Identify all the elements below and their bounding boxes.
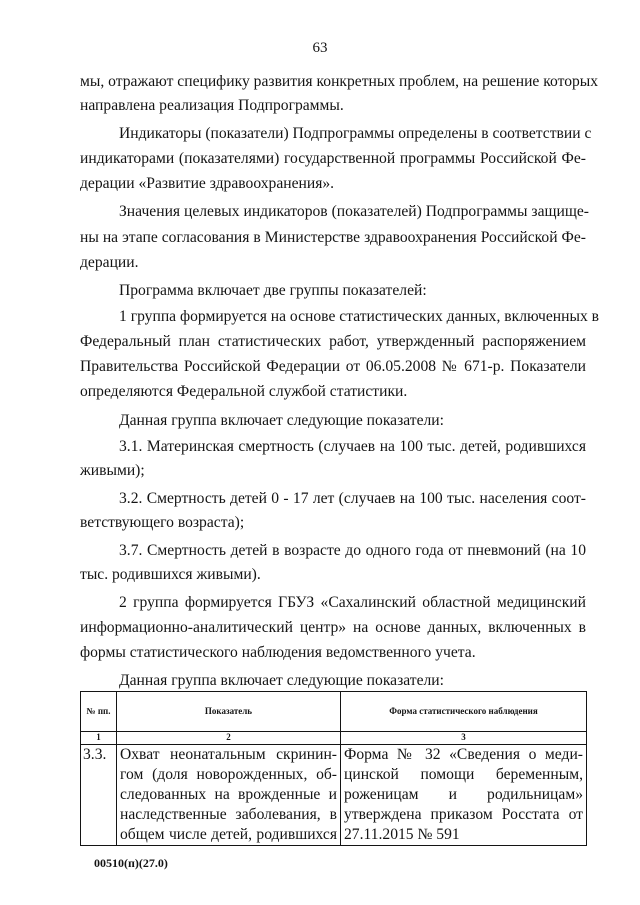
cell-line: цинской помощи беременным, <box>344 766 583 783</box>
indicators-table <box>80 691 587 846</box>
text-line: живыми); <box>80 462 145 479</box>
text-line: информационно-аналитический центр» на основе данных, включенных в <box>80 619 586 636</box>
column-number: 2 <box>117 732 341 745</box>
cell-line: Охват неонатальным скринин- <box>120 746 337 763</box>
table-column-numbers-row <box>81 732 587 745</box>
row-number: 3.3. <box>81 745 117 846</box>
form-cell <box>341 745 587 846</box>
cell-line: следованных на врожденные и <box>120 786 337 803</box>
text-line: Значения целевых индикаторов (показателей) Подпрограммы защище- <box>119 203 589 220</box>
text-line: 3.2. Смертность детей 0 - 17 лет (случаев на 100 тыс. населения соот- <box>119 490 586 507</box>
table-row <box>81 745 587 846</box>
document-code: 00510(п)(27.0) <box>94 856 168 870</box>
text-line: 1 группа формируется на основе статистических данных, включенных в <box>119 308 600 325</box>
text-line: 3.7. Смертность детей в возрасте до одного года от пневмоний (на 10 <box>119 542 586 559</box>
cell-line: гом (доля новорожденных, об- <box>120 766 337 783</box>
text-line: ветствующего возраста); <box>80 514 245 531</box>
text-line: 3.1. Материнская смертность (случаев на 100 тыс. детей, родившихся <box>119 438 586 455</box>
cell-line: общем числе детей, родившихся <box>120 826 337 843</box>
text-line: индикаторами (показателями) государственной программы Российской Фе- <box>80 150 586 167</box>
text-line: тыс. родившихся живыми). <box>80 566 261 583</box>
indicator-cell <box>117 745 341 846</box>
table-header-row <box>81 692 587 732</box>
text-line: формы статистического наблюдения ведомственного учета. <box>80 644 476 661</box>
page-number: 63 <box>312 40 328 56</box>
cell-line: 27.11.2015 № 591 <box>344 826 460 843</box>
text-line: Данная группа включает следующие показатели: <box>119 672 444 689</box>
text-line: 2 группа формируется ГБУЗ «Сахалинский областной медицинский <box>119 594 586 611</box>
text-line: мы, отражают специфику развития конкретных проблем, на решение которых <box>80 73 599 90</box>
cell-line: утверждена приказом Росстата от <box>344 806 583 823</box>
header-indicator: Показатель <box>117 692 341 732</box>
cell-line: наследственные заболевания, в <box>120 806 337 823</box>
text-line: Программа включает две группы показателей: <box>119 282 427 299</box>
text-line: направлена реализация Подпрограммы. <box>80 97 344 114</box>
cell-line: Форма № 32 «Сведения о меди- <box>344 746 583 763</box>
header-form: Форма статистического наблюдения <box>341 692 587 732</box>
text-line: Правительства Российской Федерации от 06.05.2008 № 671-р. Показатели <box>80 358 586 375</box>
text-line: ны на этапе согласования в Министерстве здравоохранения Российской Фе- <box>80 229 586 246</box>
text-line: дерации. <box>80 254 139 271</box>
text-line: Индикаторы (показатели) Подпрограммы определены в соответствии с <box>119 125 592 142</box>
text-line: Данная группа включает следующие показатели: <box>119 412 444 429</box>
text-line: дерации «Развитие здравоохранения». <box>80 175 335 192</box>
text-line: Федеральный план статистических работ, утвержденный распоряжением <box>80 333 586 350</box>
header-number: № пп. <box>81 692 117 732</box>
text-line: определяются Федеральной службой статистики. <box>80 383 408 400</box>
cell-line: роженицам и родильницам» <box>344 786 583 803</box>
column-number: 3 <box>341 732 587 745</box>
column-number: 1 <box>81 732 117 745</box>
